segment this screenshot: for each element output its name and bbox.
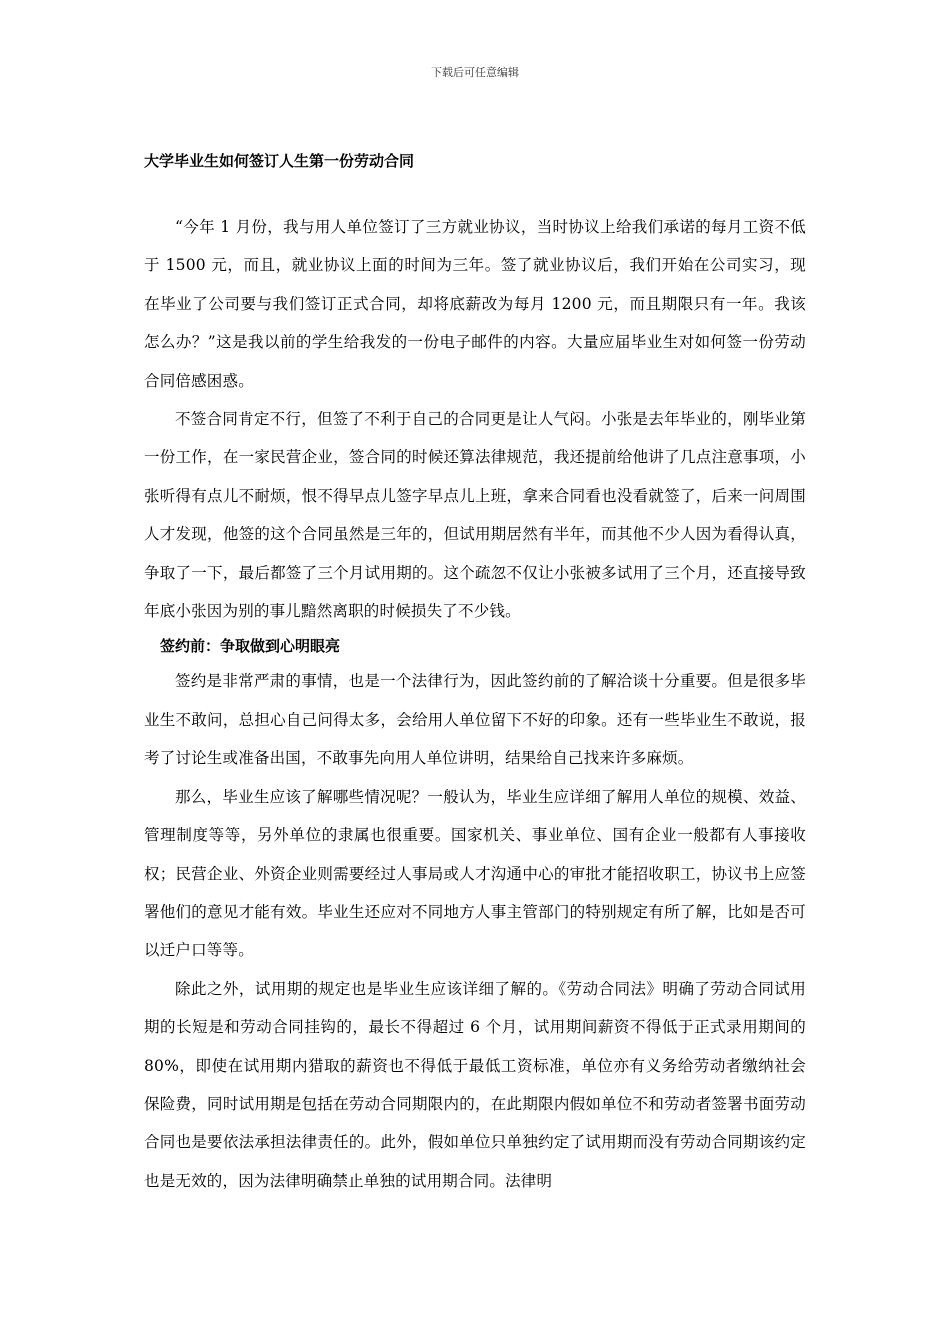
paragraph: 签约是非常严肃的事情，也是一个法律行为，因此签约前的了解洽谈十分重要。但是很多毕业生不敢问，总担心自己问得太多，会给用人单位留下不好的印象。还有一些毕业生不敢说，报考了讨论生或准备出国，不敢事先向用人单位讲明，结果给自己找来许多麻烦。 [144, 672, 806, 768]
paragraph: “今年 1 月份，我与用人单位签订了三方就业协议，当时协议上给我们承诺的每月工资不低于 1500 元，而且，就业协议上面的时间为三年。签了就业协议后，我们开始在公司实习，现在毕业了公司要与我们签订正式合同，却将底薪改为每月 1200 元，而且期限只有一年。我该怎么办？”这是我以前的学生给我发的一份电子邮件的内容。大量应届毕业生对如何签一份劳动合同倍感困惑。 [144, 218, 806, 390]
paragraph: 不签合同肯定不行，但签了不利于自己的合同更是让人气闷。小张是去年毕业的，刚毕业第一份工作，在一家民营企业，签合同的时候还算法律规范，我还提前给他讲了几点注意事项，小张听得有点儿不耐烦，恨不得早点儿签字早点儿上班，拿来合同看也没看就签了，后来一问周围人才发现，他签的这个合同虽然是三年的，但试用期居然有半年，而其他不少人因为看得认真，争取了一下，最后都签了三个月试用期的。这个疏忽不仅让小张被多试用了三个月，还直接导致年底小张因为别的事儿黯然离职的时候损失了不少钱。 [144, 410, 806, 621]
document-body [144, 208, 806, 1200]
document-title: 大学毕业生如何签订人生第一份劳动合同 [144, 152, 415, 170]
page-header: 下载后可任意编辑 [431, 66, 519, 79]
section-heading: 签约前：争取做到心明眼亮 [160, 637, 341, 656]
paragraph: 除此之外，试用期的规定也是毕业生应该详细了解的。《劳动合同法》明确了劳动合同试用期的长短是和劳动合同挂钩的，最长不得超过 6 个月，试用期间薪资不得低于正式录用期间的 80%，即使在试用期内猎取的薪资也不得低于最低工资标准，单位亦有义务给劳动者缴纳社会保险费，同时试用期是包括在劳动合同期限内的，在此期限内假如单位不和劳动者签署书面劳动合同也是要依法承担法律责任的。此外，假如单位只单独约定了试用期而没有劳动合同期该约定也是无效的，因为法律明确禁止单独的试用期合同。法律明 [144, 979, 806, 1190]
paragraph: 那么，毕业生应该了解哪些情况呢？一般认为，毕业生应详细了解用人单位的规模、效益、管理制度等等，另外单位的隶属也很重要。国家机关、事业单位、国有企业一般都有人事接收权；民营企业、外资企业则需要经过人事局或人才沟通中心的审批才能招收职工，协议书上应签署他们的意见才能有效。毕业生还应对不同地方人事主管部门的特别规定有所了解，比如是否可以迁户口等等。 [144, 787, 806, 960]
